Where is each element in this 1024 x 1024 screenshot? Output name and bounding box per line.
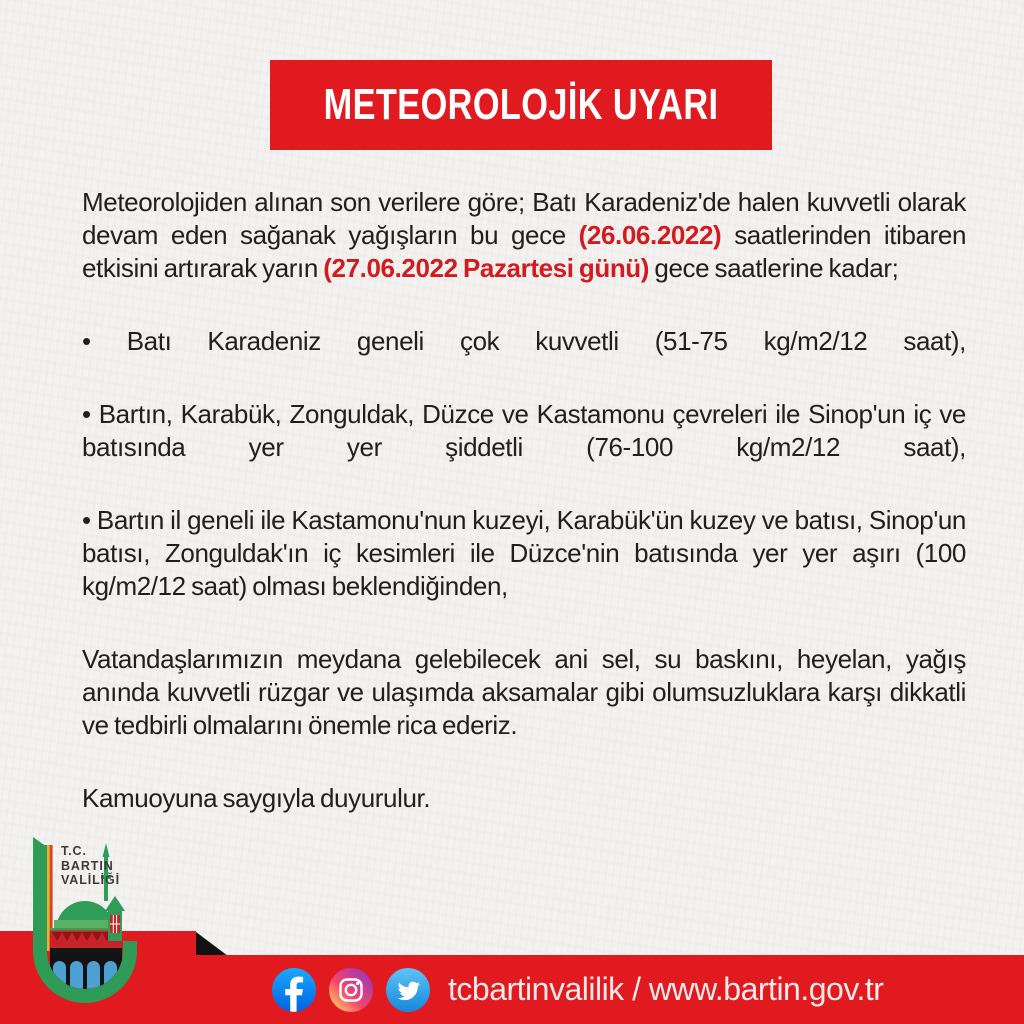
- bullet-item-1: [82, 325, 966, 358]
- text-segment: saatlerinden itibaren etkisini artırarak yarın: [82, 220, 967, 283]
- logo-text-line1: T.C.: [61, 844, 87, 858]
- instagram-icon[interactable]: [329, 968, 373, 1012]
- bartin-governorship-logo: [24, 833, 176, 1015]
- twitter-icon[interactable]: [386, 968, 430, 1012]
- facebook-icon[interactable]: [272, 968, 316, 1012]
- logo-text-line3: VALİLİĞİ: [61, 873, 121, 887]
- text-segment: Vatandaşlarımızın meydana gelebilecek ani sel, su baskını, heyelan, yağış anında kuvvetli rüzgar ve ulaşımda aksamalar gibi olumsuzluklara karşı dikkatli ve tedbirli olmalarını önemle rica ederiz.: [82, 644, 966, 740]
- announcement-body: [82, 186, 966, 855]
- highlighted-date-text: (27.06.2022 Pazartesi günü): [323, 253, 650, 283]
- social-icons: [272, 968, 430, 1012]
- closing-line: [82, 782, 966, 815]
- text-segment: • Bartın, Karabük, Zonguldak, Düzce ve Kastamonu çevreleri ile Sinop'un iç ve batısında yer yer şiddetli (76-100 kg/m2/12 saat),: [82, 399, 966, 462]
- footer-shadow-wedge: [196, 932, 228, 956]
- highlighted-date-text: (26.06.2022): [578, 220, 722, 250]
- page-title: METEOROLOJİK UYARI: [323, 80, 719, 129]
- warning-banner: [270, 60, 772, 150]
- logo-text-line2: BARTIN: [61, 858, 114, 873]
- text-segment: • Bartın il geneli ile Kastamonu'nun kuzeyi, Karabük'ün kuzey ve batısı, Sinop'un batısı, Zonguldak'ın iç kesimleri ile Düzce'nin batısında yer yer aşırı (100 kg/m2/12 saat) olması beklendiğinden,: [82, 505, 966, 601]
- footer-handle-link[interactable]: tcbartinvalilik / www.bartin.gov.tr: [448, 971, 884, 1007]
- logo-text: [61, 844, 120, 888]
- text-segment: • Batı Karadeniz geneli çok kuvvetli (51-75 kg/m2/12 saat),: [82, 326, 966, 356]
- text-segment: Kamuoyuna saygıyla duyurulur.: [82, 783, 431, 813]
- intro-paragraph: [82, 186, 966, 285]
- bullet-item-2: [82, 398, 966, 464]
- text-segment: gece saatlerine kadar;: [649, 253, 899, 283]
- bullet-item-3: [82, 504, 966, 603]
- text-segment: Meteorolojiden alınan son verilere göre; Batı Karadeniz'de halen kuvvetli olarak devam eden sağanak yağışların bu gece: [82, 187, 966, 250]
- advice-paragraph: [82, 643, 966, 742]
